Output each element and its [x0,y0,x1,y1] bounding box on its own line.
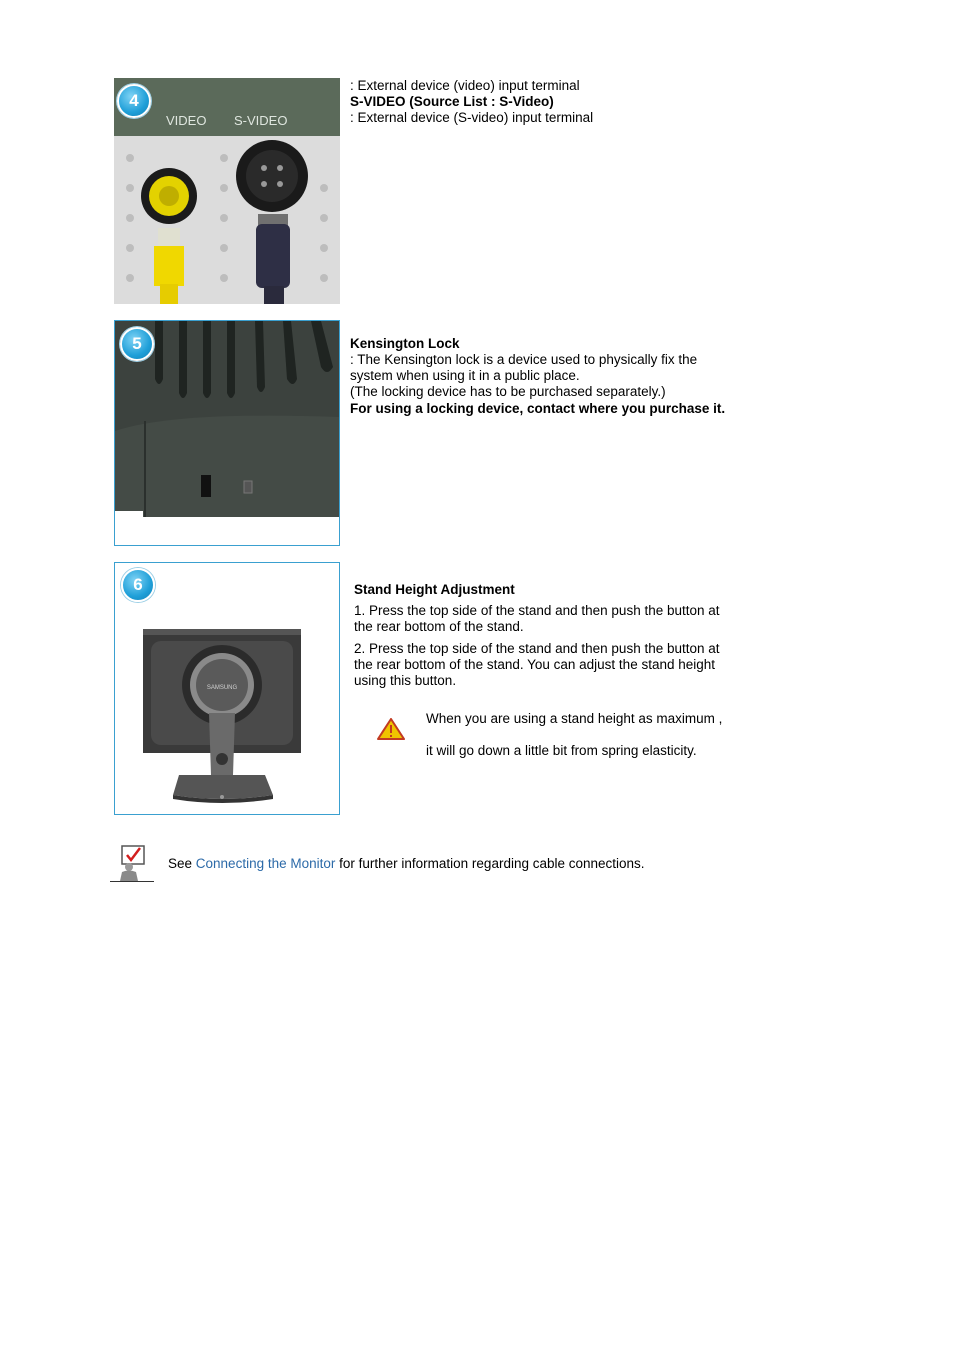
section-6-step-2c: using this button. [354,673,457,688]
note-suffix: for further information regarding cable connections. [335,856,645,871]
section-5-line-1: : The Kensington lock is a device used to physically fix the [350,352,698,367]
section-5-badge: 5 [120,327,154,361]
connecting-the-monitor-link[interactable]: Connecting the Monitor [195,856,336,871]
svideo-port-label: S-VIDEO [234,113,288,128]
section-4-line-2: S-VIDEO (Source List : S-Video) [350,94,554,109]
video-ports-illustration [114,78,340,304]
section-6-title: Stand Height Adjustment [354,582,515,597]
section-4-badge: 4 [117,84,151,118]
section-4-image [114,78,340,304]
monitor-stand-illustration [115,563,339,814]
section-5-line-2: system when using it in a public place. [350,368,580,383]
section-6-badge: 6 [121,568,155,602]
note-prefix: See [168,856,196,871]
section-5-title: Kensington Lock [350,336,460,351]
section-5-line-4: For using a locking device, contact where you purchase it. [350,401,726,416]
warning-text-1: When you are using a stand height as maximum , [426,711,723,726]
section-5-image [114,320,340,546]
warning-icon [377,718,405,740]
monitor-brand-logo: SAMSUNG [206,685,238,691]
section-6-step-1b: the rear bottom of the stand. [354,619,524,634]
warning-text-2: it will go down a little bit from spring elasticity. [426,743,697,758]
note-text [168,856,645,872]
section-6-step-2a: 2. Press the top side of the stand and then push the button at [354,641,720,656]
note-checkmark-icon [110,845,156,883]
section-6-image [114,562,340,815]
section-4-line-1: : External device (video) input terminal [350,78,580,93]
section-4-line-3: : External device (S-video) input terminal [350,110,594,125]
section-5-line-3: (The locking device has to be purchased separately.) [350,384,666,399]
section-6-step-1a: 1. Press the top side of the stand and then push the button at [354,603,720,618]
video-port-label: VIDEO [166,113,207,128]
section-6-step-2b: the rear bottom of the stand. You can adjust the stand height [354,657,716,672]
